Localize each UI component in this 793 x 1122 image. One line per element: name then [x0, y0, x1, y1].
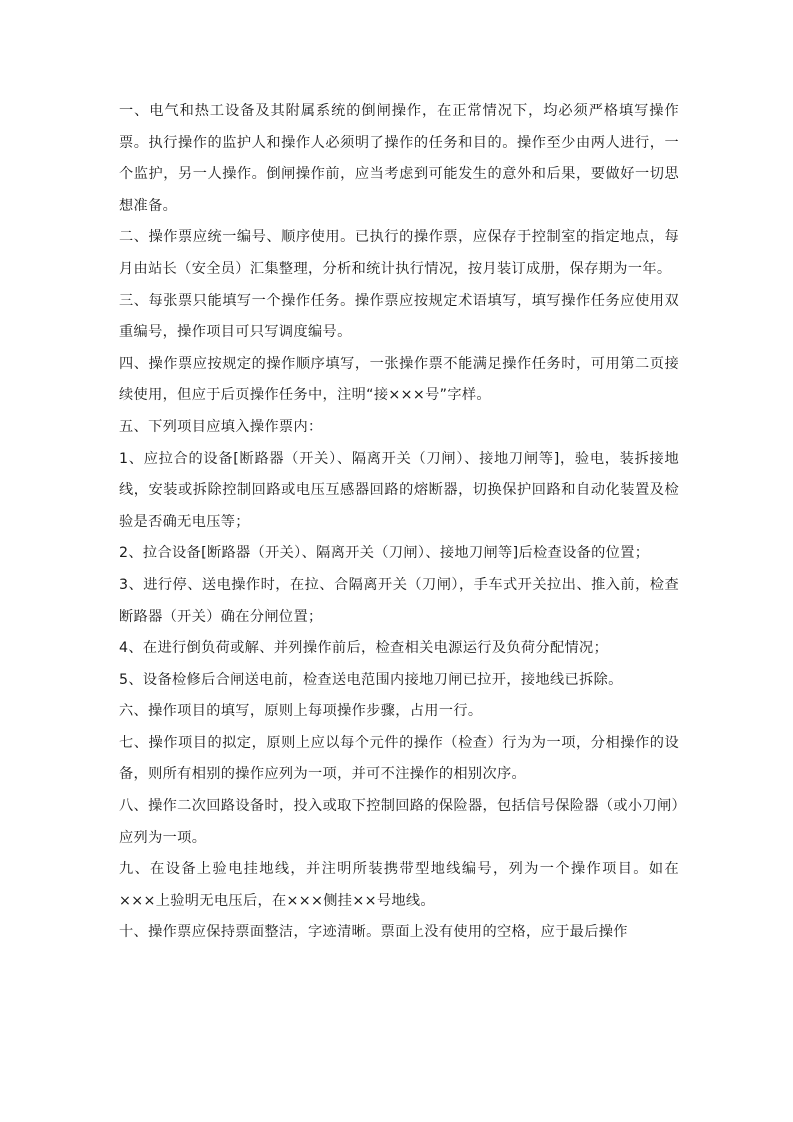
- document-body: [119, 96, 679, 949]
- paragraph-10: 十、操作票应保持票面整洁，字迹清晰。票面上没有使用的空格，应于最后操作: [119, 924, 628, 941]
- list-item-5: 5、设备检修后合闸送电前，检查送电范围内接地刀闸已拉开，接地线已拆除。: [119, 671, 623, 688]
- paragraph-7: 七、操作项目的拟定，原则上应以每个元件的操作（检查）行为为一项，分相操作的设备，则所有相别的操作应列为一项，并可不注操作的相别次序。: [119, 734, 679, 783]
- paragraph-9: 九、在设备上验电挂地线，并注明所装携带型地线编号，列为一个操作项目。如在×××上验明无电压后，在×××侧挂××号地线。: [119, 861, 679, 909]
- paragraph-6: 六、操作项目的填写，原则上每项操作步骤，占用一行。: [119, 703, 483, 720]
- list-item-2: 2、拉合设备[断路器（开关）、隔离开关（刀闸）、接地刀闸等]后检查设备的位置；: [119, 545, 650, 562]
- list-item-4: 4、在进行倒负荷或解、并列操作前后，检查相关电源运行及负荷分配情况；: [119, 640, 609, 657]
- paragraph-5: 五、下列项目应填入操作票内：: [119, 418, 323, 435]
- paragraph-1: 一、电气和热工设备及其附属系统的倒闸操作，在正常情况下，均必须严格填写操作票。执行操作的监护人和操作人必须明了操作的任务和目的。操作至少由两人进行，一个监护，另一人操作。倒闸操作前，应当考虑到可能发生的意外和后果，要做好一切思想准备。: [119, 103, 679, 214]
- list-item-3: 3、进行停、送电操作时，在拉、合隔离开关（刀闸），手车式开关拉出、推入前，检查断路器（开关）确在分闸位置；: [119, 576, 679, 625]
- paragraph-8: 八、操作二次回路设备时，投入或取下控制回路的保险器，包括信号保险器（或小刀闸）应列为一项。: [119, 798, 679, 846]
- list-item-1: 1、应拉合的设备[断路器（开关）、隔离开关（刀闸）、接地刀闸等]，验电，装拆接地线，安装或拆除控制回路或电压互感器回路的熔断器，切换保护回路和自动化装置及检验是否确无电压等；: [119, 450, 679, 530]
- paragraph-4: 四、操作票应按规定的操作顺序填写，一张操作票不能满足操作任务时，可用第二页接续使用，但应于后页操作任务中，注明“接×××号”字样。: [119, 355, 679, 404]
- paragraph-3: 三、每张票只能填写一个操作任务。操作票应按规定术语填写，填写操作任务应使用双重编号，操作项目可只写调度编号。: [119, 292, 679, 341]
- paragraph-2: 二、操作票应统一编号、顺序使用。已执行的操作票，应保存于控制室的指定地点，每月由站长（安全员）汇集整理，分析和统计执行情况，按月装订成册，保存期为一年。: [119, 229, 679, 277]
